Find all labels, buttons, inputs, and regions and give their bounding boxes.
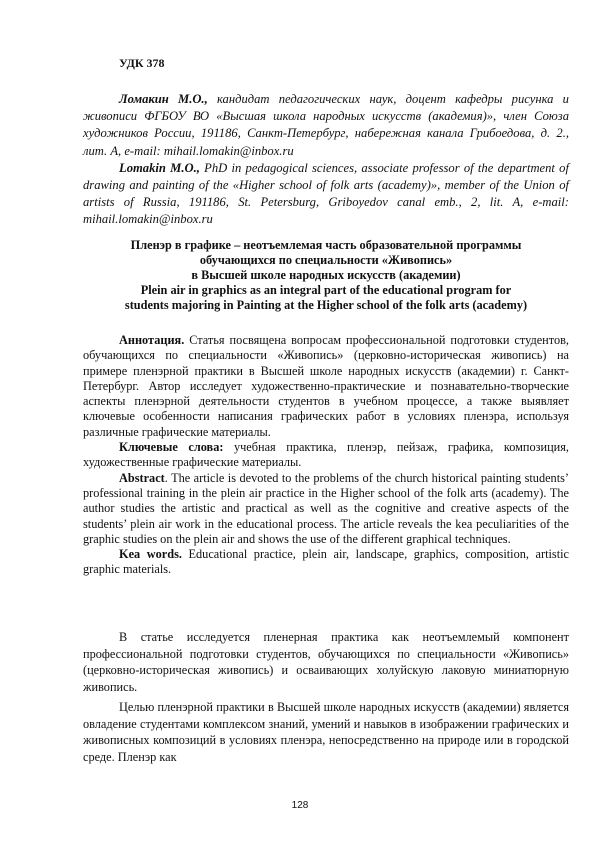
annotation-text: Статья посвящена вопросам профессиональной подготовки студентов, обучающихся по специальности «Живопись» (церковно-историческая живопись) на примере пленэрной практики в Высшей школе народных искусств (академии) г. Санкт-Петербург. Автор исследует художественно-практические и познавательно-творческие аспекты пленэрной деятельности студентов в учебном процессе, а также выявляет ключевые особенности написания графических работ в условиях пленэра, используя различные графические материалы. (83, 333, 569, 439)
body-paragraph: Целью пленэрной практики в Высшей школе народных искусств (академии) является овладение студентами комплексом знаний, умений и навыков в изображении графических и живописных композиций в условиях пленэра, непосредственно на природе или в городской среде. Пленэр как (83, 700, 569, 764)
author-details-en: PhD in pedagogical sciences, associate professor of the department of drawing and painting of the «Higher school of folk arts (academy)», member of the Union of artists of Russia, 191186, St. Petersburg, Griboyedov canal emb., 2, lit. A, e-mail: mihail.lomakin@inbox.ru (83, 160, 569, 227)
abstract-section (83, 333, 569, 578)
title-line: в Высшей школе народных искусств (академии) (191, 268, 461, 282)
title-line: обучающихся по специальности «Живопись» (199, 253, 453, 267)
keywords-ru-text: учебная практика, пленэр, пейзаж, графика, композиция, художественные графические материалы. (83, 440, 569, 470)
abstract-en-label: Abstract (119, 470, 165, 485)
page-number: 128 (291, 800, 309, 811)
author-info-en (83, 160, 569, 229)
abstract-en (83, 471, 569, 547)
author-name-en: Lomakin M.O., (119, 160, 200, 175)
abstract-en-text: . The article is devoted to the problems of the church historical painting students’ professional training in the plein air practice in the Higher school of the folk arts (academy). The author studies the artistic and practical as well as the cognitive and creative aspects of the students’ plein air work in the educational process. The article reveals the kea peculiarities of the graphic studies on the plein air and shows the use of the different graphical techniques. (83, 470, 569, 546)
keywords-en-label: Kea words. (119, 547, 182, 562)
title-line: Пленэр в графике – неотъемлемая часть образовательной программы (130, 238, 522, 252)
title-line: Plein air in graphics as an integral part of the educational program for (140, 283, 512, 297)
body-paragraph: В статье исследуется пленерная практика как неотъемлемый компонент профессиональной подготовки студентов, обучающихся по специальности «Живопись» (церковно-историческая живопись) и осваивающих холуйскую лаковую миниатюрную живопись. (83, 630, 569, 694)
keywords-ru-label: Ключевые слова: (119, 440, 224, 455)
annotation-label: Аннотация. (119, 333, 185, 347)
author-name-ru: Ломакин М.О., (119, 92, 208, 106)
author-info-ru (83, 91, 569, 160)
title-line: students majoring in Painting at the Higher school of the folk arts (academy) (124, 298, 528, 312)
author-details-ru: кандидат педагогических наук, доцент кафедры рисунка и живописи ФГБОУ ВО «Высшая школа народных искусств (академия)», член Союза художников России, 191186, Санкт-Петербург, набережная канала Грибоедова, д. 2., лит. А, e-mail: mihail.lomakin@inbox.ru (83, 92, 569, 158)
keywords-en (83, 547, 569, 578)
article-title (83, 238, 569, 313)
main-text (83, 629, 569, 769)
udk-code: УДК 378 (119, 56, 165, 70)
keywords-en-text: Educational practice, plein air, landscape, graphics, composition, artistic graphic materials. (83, 547, 569, 577)
annotation-ru (83, 333, 569, 440)
author-info (83, 91, 569, 229)
keywords-ru (83, 440, 569, 471)
